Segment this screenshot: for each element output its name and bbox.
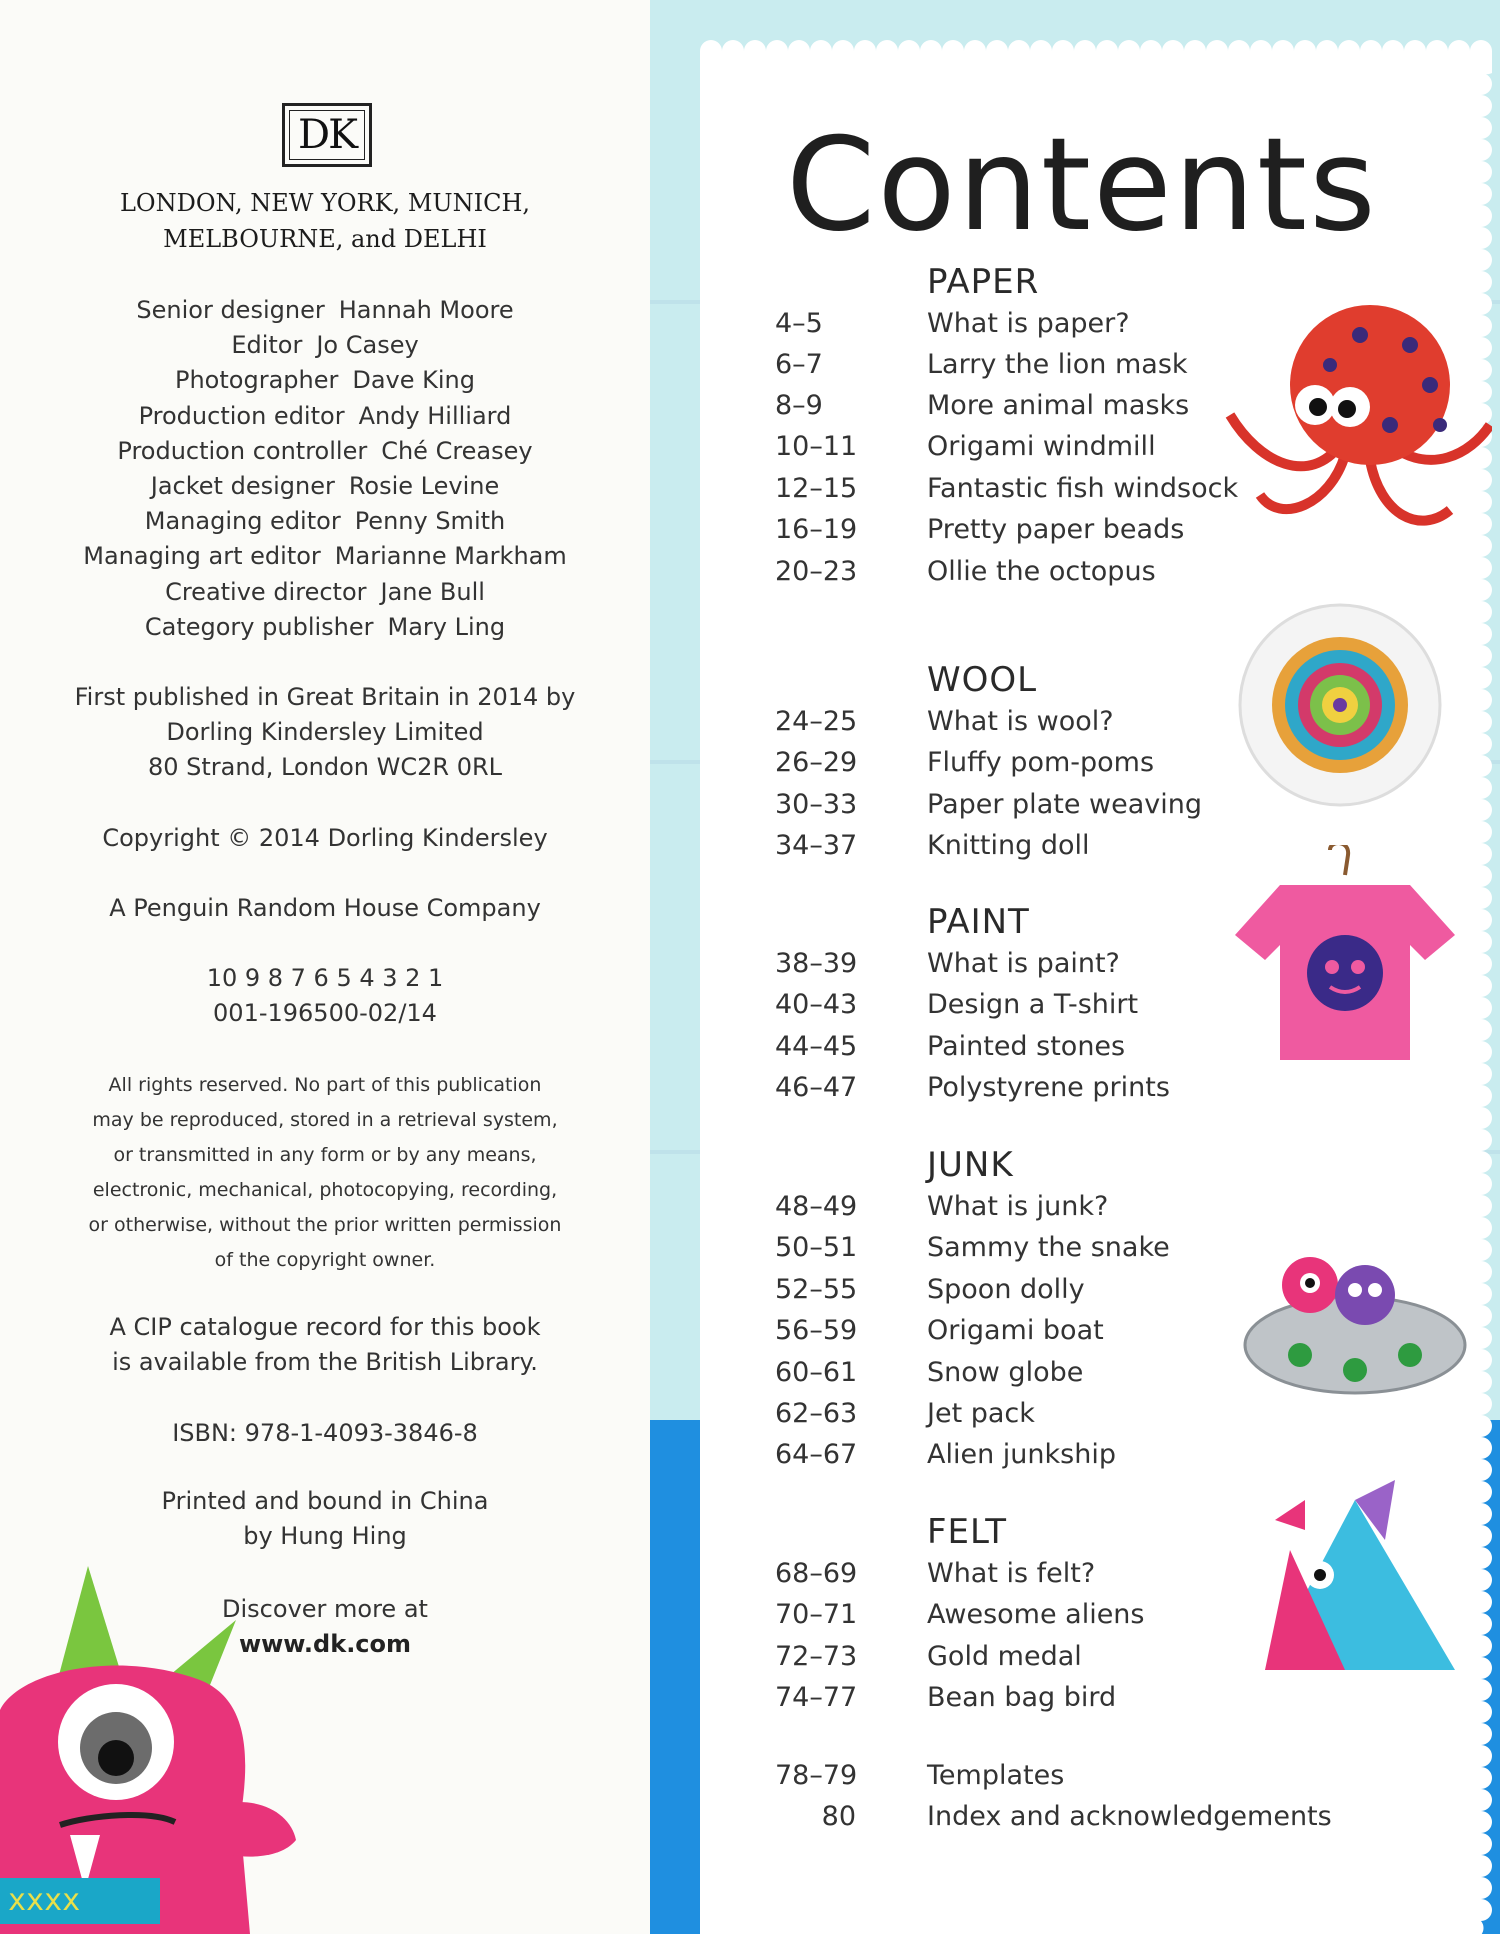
credit-name: Jane Bull	[380, 577, 485, 606]
weaving-plate-illustration	[1230, 595, 1470, 815]
credit-role: Creative director	[165, 577, 367, 606]
toc-title: Pretty paper beads	[927, 514, 1185, 545]
credit-role: Jacket designer	[150, 472, 335, 501]
credit-name: Marianne Markham	[334, 542, 567, 571]
toc-title: What is wool?	[927, 706, 1114, 737]
toc-pages: 30–33	[775, 789, 858, 820]
printed-in	[40, 1484, 610, 1554]
credit-role: Category publisher	[144, 612, 374, 641]
toc-title: Jet pack	[927, 1398, 1035, 1429]
toc-title: Bean bag bird	[927, 1682, 1117, 1713]
toc-title: Fantastic fish windsock	[927, 473, 1239, 504]
first-published-line: Dorling Kindersley Limited	[166, 718, 484, 746]
rights-line: of the copyright owner.	[214, 1249, 436, 1271]
octopus-illustration	[1220, 295, 1492, 545]
toc-pages: 68–69	[775, 1558, 858, 1589]
credit-row	[40, 434, 610, 469]
toc-title: Larry the lion mask	[927, 349, 1188, 380]
toc-pages: 64–67	[775, 1439, 858, 1470]
credit-row	[40, 539, 610, 574]
company	[40, 891, 610, 926]
toc-pages: 16–19	[775, 514, 858, 545]
toc-title: Spoon dolly	[927, 1274, 1085, 1305]
rights-line: All rights reserved. No part of this publication	[108, 1074, 542, 1096]
cip-line: A CIP catalogue record for this book	[109, 1313, 541, 1341]
discover-line: Discover more at	[222, 1595, 428, 1623]
credit-role: Editor	[231, 331, 303, 360]
rights-line: electronic, mechanical, photocopying, recording,	[92, 1179, 558, 1201]
toc-pages: 52–55	[775, 1274, 858, 1305]
credit-role: Managing art editor	[83, 542, 321, 571]
toc-title: More animal masks	[927, 390, 1190, 421]
toc-pages: 12–15	[775, 473, 858, 504]
felt-monster-illustration	[0, 1560, 300, 1934]
printed-line: Printed and bound in China	[161, 1487, 489, 1515]
toc-title: What is felt?	[927, 1558, 1096, 1589]
toc-title: Painted stones	[927, 1031, 1126, 1062]
copyright	[40, 821, 610, 856]
rights-line: or transmitted in any form or by any means,	[113, 1144, 537, 1166]
printed-line: by Hung Hing	[243, 1522, 407, 1550]
company-line: A Penguin Random House Company	[109, 894, 541, 922]
toc-pages: 8–9	[775, 390, 823, 421]
toc-title: Design a T-shirt	[927, 989, 1139, 1020]
cities-line: LONDON, NEW YORK, MUNICH,	[119, 189, 531, 217]
first-published	[40, 680, 610, 785]
credit-name: Mary Ling	[387, 612, 506, 641]
credit-row	[40, 328, 610, 363]
toc-title: Awesome aliens	[927, 1599, 1145, 1630]
credit-row	[40, 504, 610, 539]
toc-pages: 48–49	[775, 1191, 858, 1222]
credit-row	[40, 610, 610, 645]
section-heading-paper: PAPER	[927, 262, 1040, 302]
rights-statement	[40, 1068, 610, 1278]
toc-title: Fluffy pom-poms	[927, 747, 1155, 778]
toc-pages: 34–37	[775, 830, 858, 861]
alien-junkship-illustration	[1240, 1225, 1470, 1405]
toc-title: Snow globe	[927, 1357, 1084, 1388]
isbn	[40, 1416, 610, 1451]
toc-pages: 60–61	[775, 1357, 858, 1388]
credit-name: Jo Casey	[316, 331, 419, 360]
publisher-cities	[60, 185, 590, 257]
credit-row	[40, 363, 610, 398]
website-link[interactable]: www.dk.com	[238, 1630, 412, 1658]
contents-title: Contents	[786, 111, 1378, 260]
credit-row	[40, 399, 610, 434]
contents-card	[700, 40, 1492, 1935]
toc-title: What is junk?	[927, 1191, 1109, 1222]
first-published-line: First published in Great Britain in 2014 by	[74, 683, 576, 711]
toc-pages: 44–45	[775, 1031, 858, 1062]
bean-bag-bird-illustration	[1245, 1480, 1465, 1690]
credit-role: Production editor	[138, 401, 345, 430]
toc-title: Sammy the snake	[927, 1232, 1170, 1263]
toc-pages: 26–29	[775, 747, 858, 778]
toc-title: What is paper?	[927, 308, 1130, 339]
toc-pages: 80	[821, 1801, 856, 1832]
toc-title: Polystyrene prints	[927, 1072, 1170, 1103]
credit-row	[40, 469, 610, 504]
credit-role: Production controller	[117, 436, 368, 465]
tshirt-illustration	[1230, 845, 1460, 1075]
toc-pages: 4–5	[775, 308, 823, 339]
contents-page	[650, 0, 1500, 1934]
copyright-line: Copyright © 2014 Dorling Kindersley	[102, 824, 548, 852]
credit-row	[40, 575, 610, 610]
print-codes	[40, 961, 610, 1031]
rights-line: or otherwise, without the prior written permission	[88, 1214, 562, 1236]
toc-pages: 56–59	[775, 1315, 858, 1346]
toc-pages: 62–63	[775, 1398, 858, 1429]
toc-pages: 38–39	[775, 948, 858, 979]
toc-pages: 6–7	[775, 349, 823, 380]
toc-title: Paper plate weaving	[927, 789, 1202, 820]
toc-pages: 72–73	[775, 1641, 858, 1672]
section-heading-junk: JUNK	[927, 1145, 1014, 1185]
rights-line: may be reproduced, stored in a retrieval system,	[92, 1109, 558, 1131]
toc-title: Origami windmill	[927, 431, 1156, 462]
credit-row	[40, 293, 610, 328]
isbn-line: ISBN: 978-1-4093-3846-8	[172, 1419, 478, 1447]
print-code: 001-196500-02/14	[213, 999, 437, 1027]
toc-title: What is paint?	[927, 948, 1120, 979]
cities-line: MELBOURNE, and DELHI	[163, 225, 487, 253]
toc-pages: 10–11	[775, 431, 858, 462]
toc-title: Templates	[927, 1760, 1065, 1791]
first-published-line: 80 Strand, London WC2R 0RL	[147, 753, 503, 781]
dk-logo: DK	[282, 103, 372, 167]
credit-name: Penny Smith	[354, 507, 506, 536]
section-heading-wool: WOOL	[927, 660, 1038, 700]
toc-pages: 46–47	[775, 1072, 858, 1103]
cip-record	[40, 1310, 610, 1380]
monster-stitches: xxxx	[8, 1883, 81, 1918]
toc-title: Ollie the octopus	[927, 556, 1156, 587]
section-heading-felt: FELT	[927, 1512, 1008, 1552]
imprint-page	[0, 0, 650, 1934]
toc-pages: 74–77	[775, 1682, 858, 1713]
toc-pages: 70–71	[775, 1599, 858, 1630]
toc-pages: 20–23	[775, 556, 858, 587]
credit-role: Senior designer	[136, 296, 325, 324]
cip-line: is available from the British Library.	[112, 1348, 538, 1376]
credit-name: Rosie Levine	[348, 472, 500, 501]
print-line: 10 9 8 7 6 5 4 3 2 1	[206, 964, 444, 992]
credit-name: Ché Creasey	[381, 436, 533, 465]
section-heading-paint: PAINT	[927, 902, 1030, 942]
credit-name: Hannah Moore	[338, 296, 514, 324]
toc-title: Gold medal	[927, 1641, 1082, 1672]
credit-name: Andy Hilliard	[358, 401, 512, 430]
toc-pages: 40–43	[775, 989, 858, 1020]
toc-pages: 50–51	[775, 1232, 858, 1263]
toc-title: Index and acknowledgements	[927, 1801, 1332, 1832]
credits-list	[40, 293, 610, 645]
toc-title: Knitting doll	[927, 830, 1090, 861]
credit-name: Dave King	[352, 366, 475, 395]
credit-role: Photographer	[175, 366, 339, 395]
toc-pages: 24–25	[775, 706, 858, 737]
toc-pages: 78–79	[775, 1760, 858, 1791]
toc-title: Alien junkship	[927, 1439, 1116, 1470]
toc-title: Origami boat	[927, 1315, 1104, 1346]
credit-role: Managing editor	[144, 507, 341, 536]
